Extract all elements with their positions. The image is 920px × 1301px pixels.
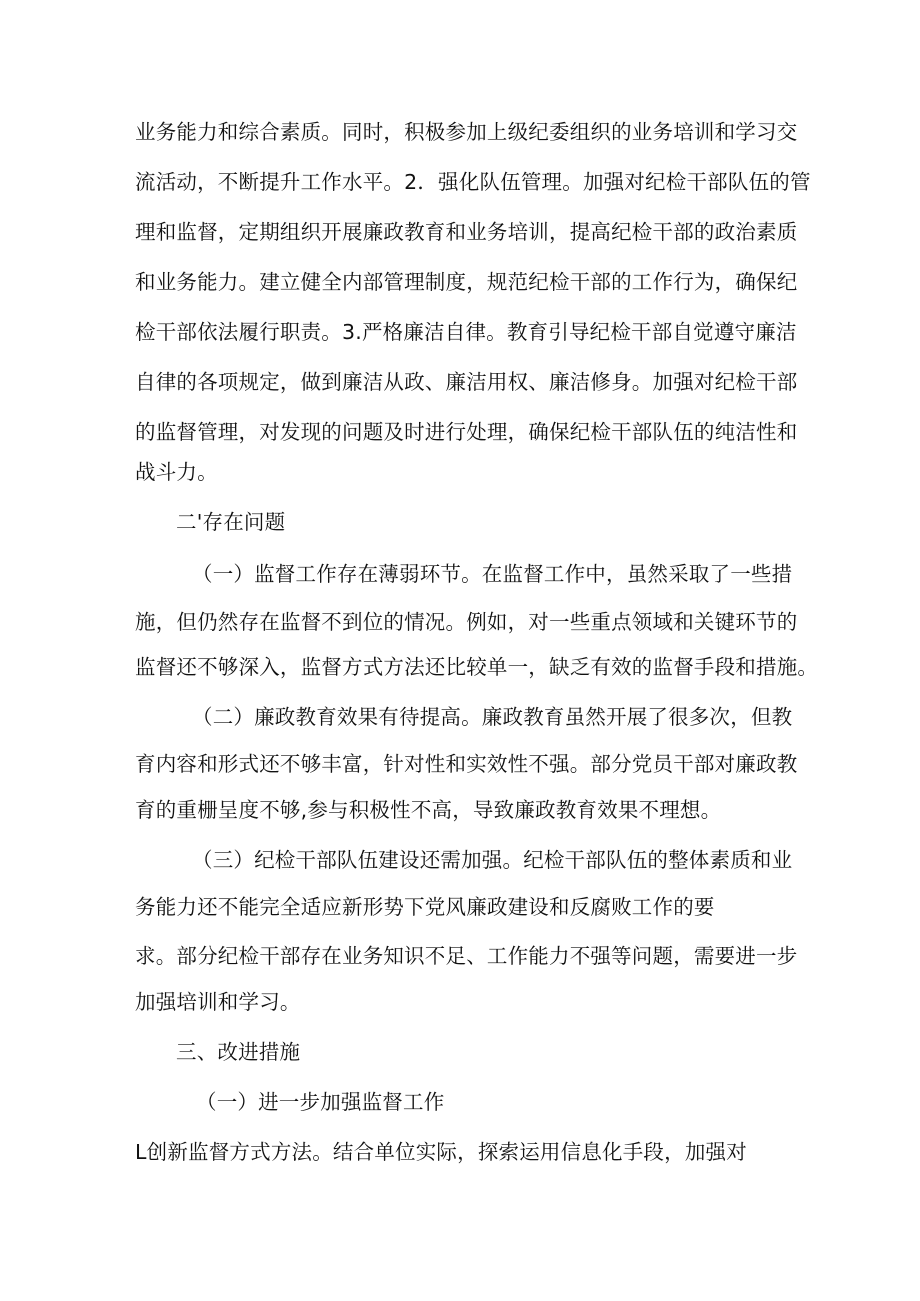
paragraph-line: 检干部依法履行职责。3.严格廉洁自律。教育引导纪检干部自觉遵守廉洁 [135,320,797,344]
paragraph-line: 施，但仍然存在监督不到位的情况。例如，对一些重点领域和关键环节的 [135,610,798,634]
section-heading: 二'存在问题 [176,510,286,534]
subsection-heading: （一）进一步加强监督工作 [196,1090,445,1114]
paragraph-line: （一）监督工作存在薄弱环节。在监督工作中，虽然采取了一些措 [192,562,793,586]
paragraph-line: 务能力还不能完全适应新形势下党风廉政建设和反腐败工作的要 [135,895,715,919]
paragraph-line: 加强培训和学习。 [135,990,301,1014]
paragraph-line: 业务能力和综合素质。同时，积极参加上级纪委组织的业务培训和学习交 [135,120,798,144]
paragraph-line: （三）纪检干部队伍建设还需加强。纪检干部队伍的整体素质和业 [192,848,793,872]
paragraph-line: 自律的各项规定，做到廉洁从政、廉洁用权、廉洁修身。加强对纪检干部 [135,370,798,394]
paragraph-line: 监督还不够深入，监督方式方法还比较单一，缺乏有效的监督手段和措施。 [135,655,819,679]
paragraph-line: 和业务能力。建立健全内部管理制度，规范纪检干部的工作行为，确保纪 [135,270,798,294]
paragraph-line: 流活动，不断提升工作水平。2．强化队伍管理。加强对纪检干部队伍的管 [135,170,811,194]
paragraph-line: 求。部分纪检干部存在业务知识不足、工作能力不强等问题，需要进一步 [135,944,798,968]
paragraph-line: 的监督管理，对发现的问题及时进行处理，确保纪检干部队伍的纯洁性和 [135,420,798,444]
paragraph-line: L创新监督方式方法。结合单位实际，探索运用信息化手段，加强对 [135,1140,747,1164]
paragraph-line: 育内容和形式还不够丰富，针对性和实效性不强。部分党员干部对廉政教 [135,752,798,776]
paragraph-line: （二）廉政教育效果有待提高。廉政教育虽然开展了很多次，但教 [192,705,793,729]
paragraph-line: 育的重栅呈度不够,参与积极性不高，导致廉政教育效果不理想。 [135,798,722,822]
section-heading: 三、改进措施 [176,1040,301,1064]
paragraph-line: 战斗力。 [135,460,218,484]
paragraph-line: 理和监督，定期组织开展廉政教育和业务培训，提高纪检干部的政治素质 [135,220,798,244]
